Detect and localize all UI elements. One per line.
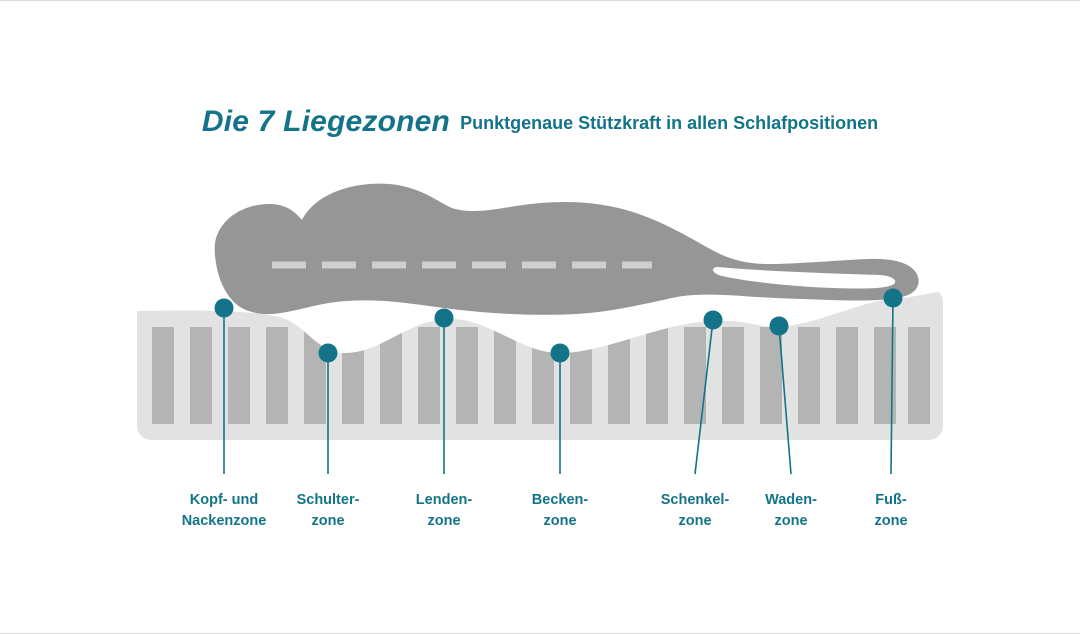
zone-label-line1: Fuß- [875,492,907,508]
zone-label-line2: zone [311,513,345,530]
zone-label-line2: zone [874,513,908,530]
zone-label-waden [765,490,817,532]
zone-label-line2: zone [543,513,577,530]
zone-marker-dot[interactable] [435,309,454,328]
zone-label-becken [532,490,588,532]
zone-label-line1: Kopf- und [189,492,259,508]
zone-marker-dot[interactable] [704,311,723,330]
zone-marker-dot[interactable] [551,344,570,363]
zone-label-schulter [297,490,360,532]
zone-label-line2: Nackenzone [181,513,267,530]
zone-label-line2: zone [774,513,808,530]
zone-label-line1: Lenden- [415,492,473,508]
body-silhouette [215,184,919,315]
zone-label-line1: Becken- [531,492,589,508]
zone-label-fuss [874,490,907,532]
zone-marker-dot[interactable] [319,344,338,363]
zone-label-schenkel [661,490,730,532]
zone-label-line1: Schenkel- [660,492,730,508]
zone-marker-dot[interactable] [884,289,903,308]
mattress-diagram [0,1,1080,634]
zone-marker-dot[interactable] [215,299,234,318]
zone-label-lenden [416,490,472,532]
zone-label-kopf-nacken [182,490,267,532]
zone-label-line2: zone [678,513,712,530]
zone-marker-dot[interactable] [770,317,789,336]
zone-label-line2: zone [427,513,461,530]
zone-label-line1: Waden- [765,492,817,508]
zone-label-line1: Schulter- [296,492,360,508]
title-main: Die 7 Liegezonen [201,105,451,138]
title-subtitle: Punktgenaue Stützkraft in allen Schlafpositionen [460,113,879,133]
